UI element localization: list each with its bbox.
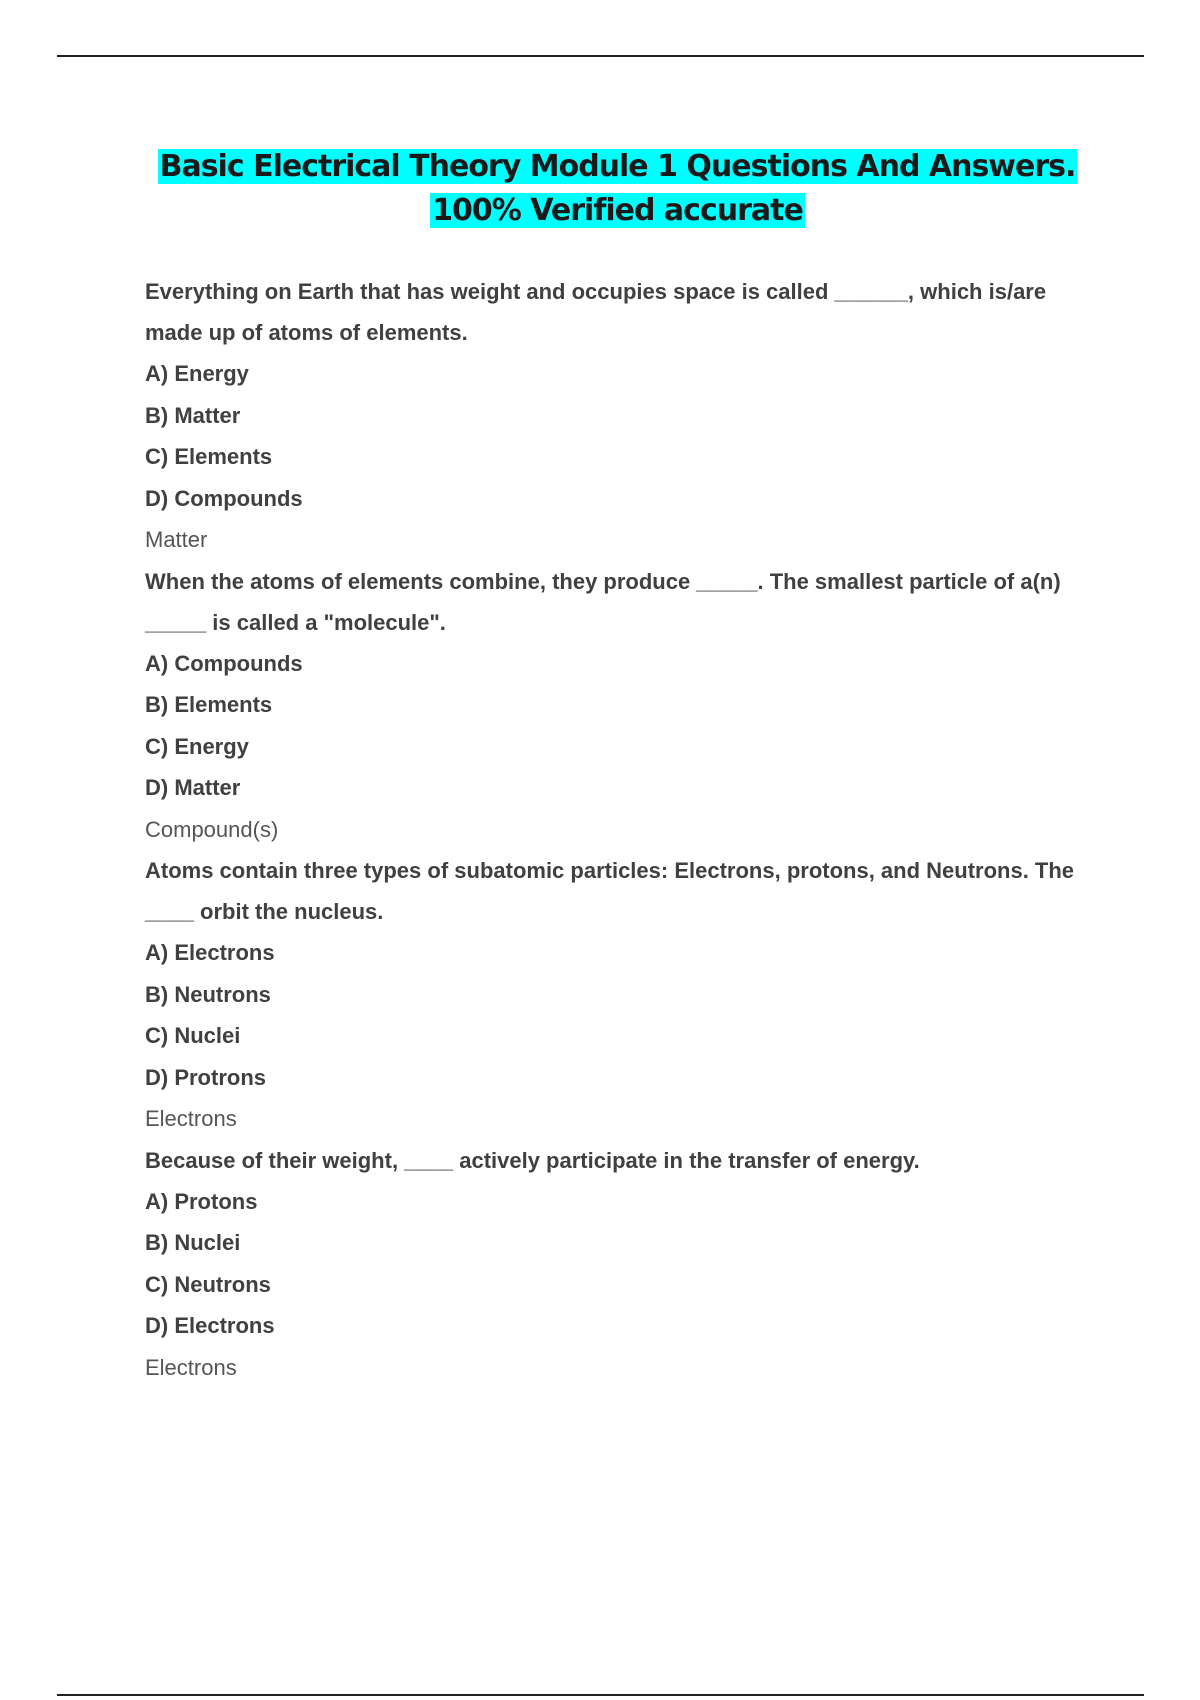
answer-text: Electrons	[145, 1354, 237, 1380]
option-c: C) Elements	[145, 444, 273, 469]
option-a: A) Electrons	[145, 940, 275, 965]
option-a: A) Energy	[145, 361, 249, 386]
answer-text: Electrons	[145, 1106, 237, 1131]
option-a: A) Protons	[145, 1188, 258, 1214]
option-c: C) Nuclei	[145, 1023, 241, 1048]
question-block-1	[145, 271, 1105, 561]
answer-text: Compound(s)	[145, 816, 279, 842]
question-block-3	[145, 850, 1105, 1140]
option-d: D) Protrons	[145, 1064, 266, 1090]
question-text: Everything on Earth that has weight and occupies space is called ______, which is/are made up of atoms of elements.	[145, 279, 1047, 345]
option-c: C) Energy	[145, 733, 249, 759]
option-c: C) Neutrons	[145, 1271, 271, 1297]
question-text: Because of their weight, ____ actively participate in the transfer of energy.	[145, 1147, 920, 1173]
title-line-2: 100% Verified accurate	[432, 193, 803, 228]
footer-rule	[57, 1694, 1144, 1696]
question-text: When the atoms of elements combine, they produce _____. The smallest particle of a(n) _____ is called a "molecule".	[145, 568, 1061, 635]
header-rule	[57, 55, 1144, 57]
option-b: B) Matter	[145, 402, 241, 428]
question-list	[145, 271, 1105, 1388]
option-d: D) Electrons	[145, 1313, 275, 1338]
option-a: A) Compounds	[145, 650, 303, 676]
option-b: B) Elements	[145, 692, 273, 717]
option-b: B) Neutrons	[145, 981, 271, 1007]
question-block-2	[145, 561, 1105, 851]
question-text: Atoms contain three types of subatomic particles: Electrons, protons, and Neutrons. The ____ orbit the nucleus.	[145, 858, 1075, 924]
option-d: D) Matter	[145, 775, 241, 800]
answer-text: Matter	[145, 527, 208, 552]
page-title	[0, 145, 1200, 233]
title-line-1: Basic Electrical Theory Module 1 Questions And Answers.	[159, 149, 1076, 184]
option-b: B) Nuclei	[145, 1230, 241, 1255]
question-block-4	[145, 1140, 1105, 1389]
option-d: D) Compounds	[145, 485, 303, 511]
